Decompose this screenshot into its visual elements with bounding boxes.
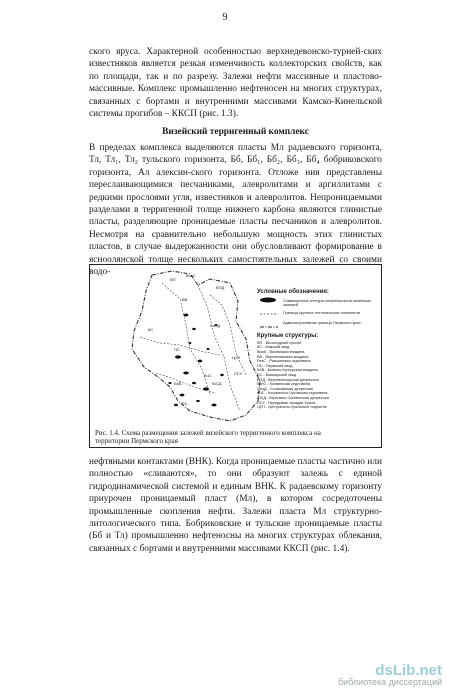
watermark-subtitle: библиотека диссертаций <box>337 677 442 687</box>
structure-item: КолС - Колвинская седловина <box>257 382 310 387</box>
structure-item: ВП - Вычегодский прогиб <box>257 340 302 345</box>
map-label-yusd: ЮСД <box>212 381 222 386</box>
map-label-ks: КС <box>148 327 154 332</box>
section-heading: Визейский терригенный комплекс <box>162 127 309 137</box>
map-label-bkv: БКВ <box>174 381 182 386</box>
paragraph-1: ского яруса. Характерной особенностью верхнедевонско-турней-ских известняков является резкая изменчивость коллекторских свойств, как по площади, так и по разрезу. Залежи нефти массивные и пластово-массивные. Комплекс промышленно нефтеносен на многих структурах, связанных с бортами и внутренними массивами Камско-Кинельской системы прогибов – ККСП (рис. 1.3). <box>89 47 382 120</box>
paragraph-3: нефтяными контактами (ВНК). Когда проницаемые пласты частично или полностью «сливаются», то они образуют залежь с единой гидродинамической системой и единым ВНК. К радаевскому горизонту приурочен проницаемый пласт (Мл), в котором сосредоточены промышленные скопления нефти. Залежи пласта Мл структурно-литологического типа. Бобриковские и тульские проницаемые пласты (Бб и Тл) промышленно нефтеносны на многих структурах облекания, связанных с бортами и внутренними массивами ККСП (рис. 1.4). <box>89 457 382 554</box>
structure-item: БС - Башкирский свод <box>257 372 297 377</box>
map-label-psu: ПСУ <box>234 371 243 376</box>
structure-item: ЦУП - Центрально-Уральское поднятие <box>257 405 327 410</box>
structure-item: СолД - Соликамская депрессия <box>257 386 313 391</box>
structure-item: РазС - Ракшинская седловина <box>257 359 311 364</box>
map-label-bs: БС <box>182 401 188 406</box>
map-label-vp: ВП <box>170 277 176 282</box>
figure-caption: Рис. 1.4. Схема размещения залежей визейского терригенного комплекса на территории Пермского края <box>95 429 321 445</box>
structure-item: ПС - Пермский свод <box>257 363 293 368</box>
legend-item-tectonic-borders <box>257 311 379 318</box>
watermark <box>338 662 442 687</box>
map-label-tsup: ЦУП <box>232 355 241 360</box>
legend-title: Условные обозначения: <box>257 289 329 295</box>
paragraph-2: В пределах комплекса выделяются пласты Мл радаевского горизонта, Тл, Тл₁, Тл₂ тульского горизонта, Бб, Бб₁, Бб₂, Бб₃, Бб₄ бобриковского горизонта, Ал алексин-ского горизонта. Отложе ния представлены переслаивающимися песчаниками, алевролитами и аргиллитами с редкими прослоями угля, известняков и алевролитов. Непроницаемыми разделами в терригенной толще нижнего карбона являются глинистые пласты, разделяющие проницаемые пласты песчаников и алевролитов. Несмотря на сравнительно небольшую мощность этих глинистых пластов, в случае выдержанности они обусловливают формирование в ясноолянской толще нескольких самостоятельных залежей со своими водо- <box>89 143 382 278</box>
map-legend <box>257 289 379 410</box>
map-label-vpd: ВПД <box>216 285 225 290</box>
structure-item: ВисВ - Висимская впадина <box>257 350 305 354</box>
map-label-vv: ВВ <box>182 297 188 302</box>
map-label-ps: ПС <box>174 347 180 352</box>
map-label-kols: КолС <box>186 273 196 278</box>
structure-item: КЧС - Косьвинско-Чусовская седловина <box>257 391 328 396</box>
legend-item-label: Административная граница Пермского края <box>283 320 361 325</box>
structures-title: Крупные структуры: <box>257 332 319 339</box>
structure-item: ВПД - Верхнепечорская депрессия <box>257 377 319 382</box>
legend-item-label: Границы крупных тектонических элементов <box>283 310 360 315</box>
structure-item: ВВ - Верхнекамская впадина <box>257 354 309 359</box>
legend-item-label: Совмещенные контуры нефтеносности визейских залежей <box>283 299 372 308</box>
structure-item: ПСУ - Передовые складки Урала <box>257 400 316 405</box>
watermark-logo: dsLib.net <box>375 662 442 679</box>
structure-item: БКВ - Бымско-Кунгурская впадина <box>257 368 318 373</box>
map-label-sold: СолД <box>210 323 221 328</box>
map-label-kchs: КЧС <box>204 373 212 378</box>
legend-item-oil-contours <box>257 299 379 308</box>
structure-item: КС - Камский свод <box>257 345 290 350</box>
page-number: 9 <box>222 12 228 23</box>
figure-1-4 <box>89 264 382 448</box>
legend-item-admin-border <box>257 321 379 328</box>
structure-item: ЮСД - Юрюзано-Сылвенская депрессия <box>257 395 329 400</box>
